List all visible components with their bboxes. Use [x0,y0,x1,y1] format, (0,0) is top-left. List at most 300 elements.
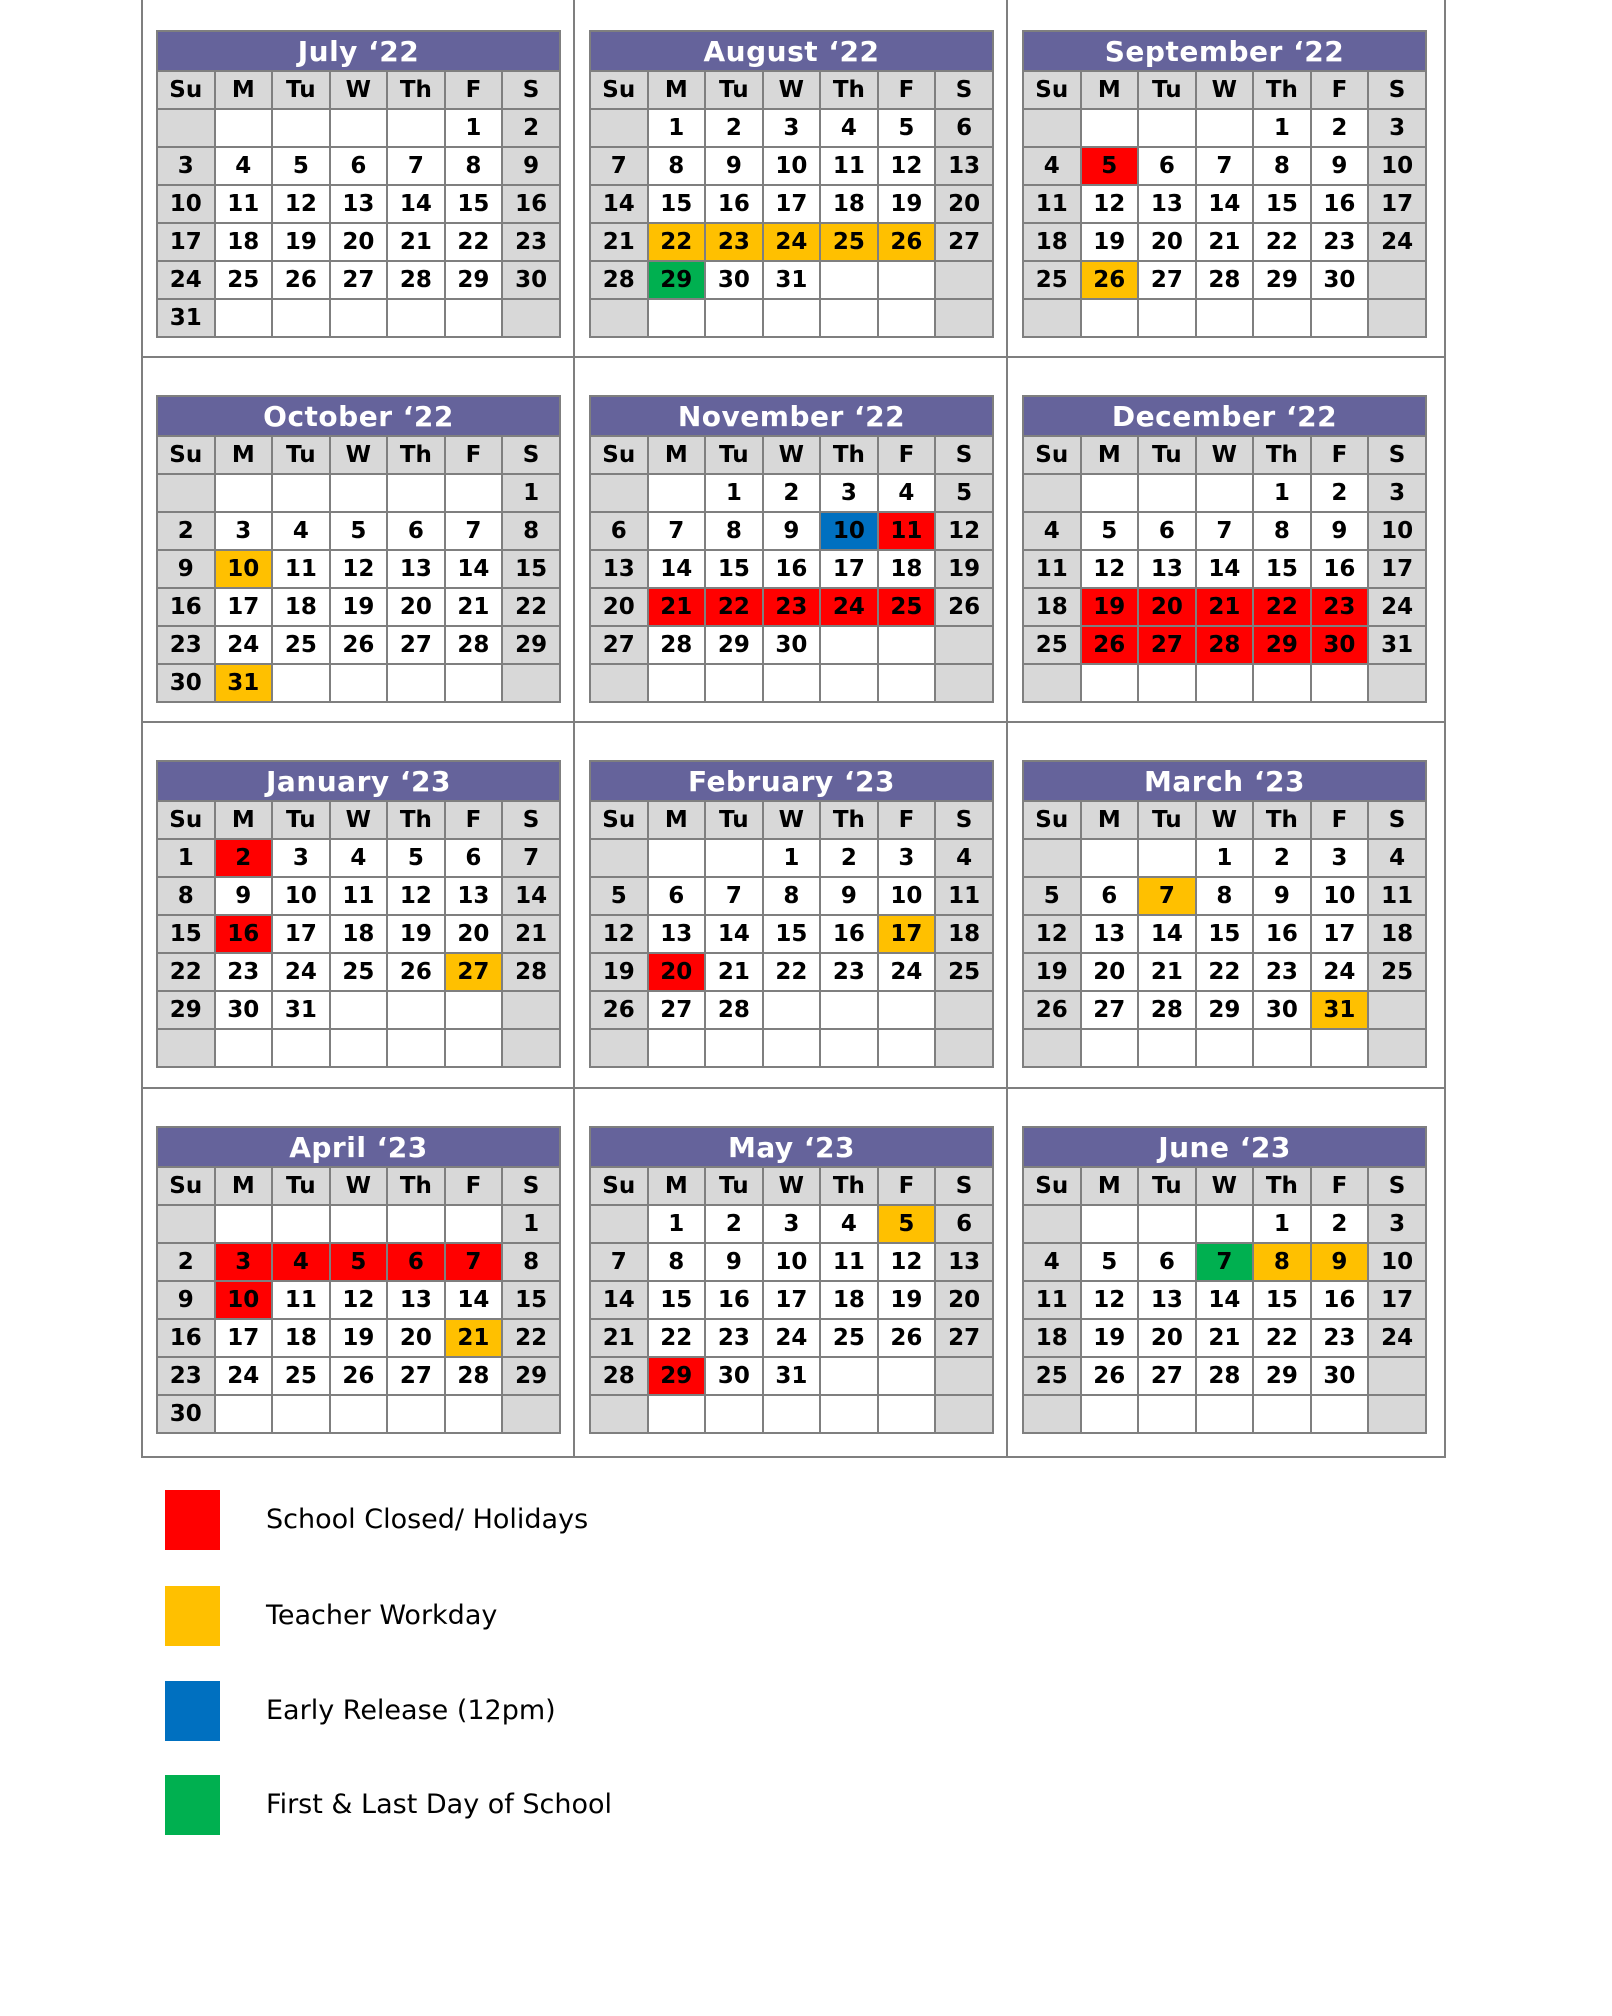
day-cell: 4 [330,839,388,877]
day-cell: 3 [878,839,936,877]
day-cell: 25 [272,626,330,664]
day-cell: 27 [648,991,706,1029]
day-cell: 10 [1311,877,1369,915]
weekday-header: S [1368,71,1426,109]
empty-day-cell [763,1029,821,1067]
empty-day-cell [157,1029,215,1067]
day-cell: 3 [763,1205,821,1243]
empty-day-cell [590,299,648,337]
weekday-header: M [1081,801,1139,839]
weekday-header: Su [590,71,648,109]
day-cell: 7 [445,512,503,550]
empty-day-cell [590,1205,648,1243]
month-calendar [589,30,994,338]
day-cell: 14 [705,915,763,953]
month-title: April ‘23 [157,1127,560,1167]
empty-day-cell [1081,839,1139,877]
day-cell: 14 [590,1281,648,1319]
month-title: July ‘22 [157,31,560,71]
day-cell: 7 [1138,877,1196,915]
empty-day-cell [705,1395,763,1433]
day-cell: 29 [705,626,763,664]
day-cell: 28 [705,991,763,1029]
empty-day-cell [705,664,763,702]
day-cell: 1 [502,474,560,512]
legend-label: Early Release (12pm) [266,1695,556,1726]
day-cell: 13 [935,1243,993,1281]
weekday-header: Th [387,71,445,109]
weekday-header: Tu [1138,1167,1196,1205]
day-cell: 30 [157,664,215,702]
weekday-header: S [502,1167,560,1205]
weekday-header: Th [387,1167,445,1205]
weekday-header: W [330,1167,388,1205]
empty-day-cell [1138,109,1196,147]
day-cell: 10 [272,877,330,915]
day-cell: 25 [215,261,273,299]
empty-day-cell [1023,109,1081,147]
weekday-header: Tu [272,436,330,474]
day-cell: 8 [1196,877,1254,915]
weekday-header: M [1081,436,1139,474]
weekday-header: W [330,801,388,839]
day-cell: 16 [705,185,763,223]
day-cell: 25 [820,223,878,261]
day-cell: 29 [502,1357,560,1395]
empty-day-cell [1081,474,1139,512]
weekday-header: Th [1253,71,1311,109]
empty-day-cell [387,109,445,147]
day-cell: 26 [387,953,445,991]
empty-day-cell [648,1029,706,1067]
grid-divider [141,721,1446,723]
legend-item [165,1775,765,1835]
day-cell: 6 [1081,877,1139,915]
weekday-header: Su [157,1167,215,1205]
day-cell: 17 [1368,185,1426,223]
empty-day-cell [648,299,706,337]
day-cell: 6 [590,512,648,550]
weekday-header: F [445,436,503,474]
day-cell: 3 [157,147,215,185]
weekday-header: Su [590,436,648,474]
day-cell: 26 [935,588,993,626]
day-cell: 20 [1138,1319,1196,1357]
day-cell: 15 [502,1281,560,1319]
empty-day-cell [705,839,763,877]
weekday-header: M [215,436,273,474]
empty-day-cell [935,261,993,299]
day-cell: 7 [445,1243,503,1281]
legend-swatch [165,1586,220,1646]
day-cell: 14 [1196,185,1254,223]
day-cell: 4 [1023,1243,1081,1281]
day-cell: 22 [502,1319,560,1357]
empty-day-cell [820,664,878,702]
day-cell: 7 [1196,512,1254,550]
day-cell: 20 [935,1281,993,1319]
day-cell: 17 [272,915,330,953]
day-cell: 26 [330,1357,388,1395]
day-cell: 3 [215,1243,273,1281]
empty-day-cell [878,1395,936,1433]
weekday-header: S [935,71,993,109]
day-cell: 23 [1311,223,1369,261]
day-cell: 30 [1311,626,1369,664]
day-cell: 26 [330,626,388,664]
day-cell: 6 [445,839,503,877]
day-cell: 6 [387,1243,445,1281]
day-cell: 22 [1253,1319,1311,1357]
day-cell: 27 [1138,261,1196,299]
day-cell: 25 [1023,1357,1081,1395]
day-cell: 12 [878,1243,936,1281]
day-cell: 23 [705,1319,763,1357]
day-cell: 24 [1368,588,1426,626]
day-cell: 13 [648,915,706,953]
day-cell: 11 [820,147,878,185]
month-calendar [156,30,561,338]
empty-day-cell [590,664,648,702]
month-title: June ‘23 [1023,1127,1426,1167]
day-cell: 14 [1138,915,1196,953]
month-title: May ‘23 [590,1127,993,1167]
day-cell: 23 [763,588,821,626]
day-cell: 5 [1023,877,1081,915]
day-cell: 2 [215,839,273,877]
day-cell: 5 [878,109,936,147]
day-cell: 2 [157,1243,215,1281]
empty-day-cell [763,299,821,337]
empty-day-cell [272,1395,330,1433]
empty-day-cell [820,261,878,299]
day-cell: 29 [1253,626,1311,664]
day-cell: 16 [157,588,215,626]
weekday-header: Tu [1138,801,1196,839]
empty-day-cell [935,1029,993,1067]
day-cell: 12 [330,550,388,588]
month-title: November ‘22 [590,396,993,436]
day-cell: 28 [502,953,560,991]
day-cell: 5 [1081,147,1139,185]
day-cell: 19 [1081,1319,1139,1357]
day-cell: 15 [1196,915,1254,953]
weekday-header: Tu [272,801,330,839]
empty-day-cell [1138,1395,1196,1433]
day-cell: 1 [157,839,215,877]
empty-day-cell [445,1395,503,1433]
empty-day-cell [502,299,560,337]
empty-day-cell [648,474,706,512]
day-cell: 8 [648,147,706,185]
weekday-header: Th [820,801,878,839]
day-cell: 5 [878,1205,936,1243]
empty-day-cell [878,261,936,299]
day-cell: 18 [820,1281,878,1319]
day-cell: 16 [157,1319,215,1357]
day-cell: 23 [1311,588,1369,626]
day-cell: 20 [1138,223,1196,261]
day-cell: 16 [820,915,878,953]
day-cell: 5 [330,512,388,550]
empty-day-cell [215,1395,273,1433]
legend-label: First & Last Day of School [266,1789,613,1820]
weekday-header: Tu [1138,71,1196,109]
day-cell: 9 [1311,512,1369,550]
empty-day-cell [445,299,503,337]
day-cell: 7 [1196,1243,1254,1281]
day-cell: 2 [502,109,560,147]
month-title: September ‘22 [1023,31,1426,71]
day-cell: 19 [330,1319,388,1357]
empty-day-cell [502,1395,560,1433]
empty-day-cell [1368,664,1426,702]
month-title: January ‘23 [157,761,560,801]
empty-day-cell [878,1029,936,1067]
day-cell: 10 [763,1243,821,1281]
day-cell: 23 [1253,953,1311,991]
day-cell: 3 [215,512,273,550]
day-cell: 19 [878,1281,936,1319]
empty-day-cell [502,991,560,1029]
day-cell: 2 [1311,109,1369,147]
day-cell: 21 [1196,1319,1254,1357]
weekday-header: F [445,71,503,109]
day-cell: 20 [648,953,706,991]
day-cell: 2 [1311,474,1369,512]
day-cell: 5 [330,1243,388,1281]
day-cell: 1 [763,839,821,877]
day-cell: 20 [387,588,445,626]
day-cell: 14 [1196,550,1254,588]
weekday-header: Th [820,436,878,474]
day-cell: 9 [157,1281,215,1319]
day-cell: 27 [590,626,648,664]
empty-day-cell [1196,1029,1254,1067]
month-calendar [1022,1126,1427,1434]
weekday-header: F [445,1167,503,1205]
day-cell: 17 [763,1281,821,1319]
empty-day-cell [1253,1395,1311,1433]
month-calendar [156,395,561,703]
day-cell: 8 [502,1243,560,1281]
day-cell: 26 [272,261,330,299]
weekday-header: S [1368,801,1426,839]
empty-day-cell [1311,1029,1369,1067]
empty-day-cell [157,474,215,512]
day-cell: 15 [705,550,763,588]
day-cell: 12 [935,512,993,550]
day-cell: 29 [648,1357,706,1395]
day-cell: 25 [1023,626,1081,664]
month-calendar [1022,760,1427,1068]
day-cell: 29 [157,991,215,1029]
legend-swatch [165,1681,220,1741]
day-cell: 28 [1138,991,1196,1029]
day-cell: 21 [502,915,560,953]
day-cell: 28 [590,1357,648,1395]
day-cell: 18 [878,550,936,588]
day-cell: 4 [820,1205,878,1243]
day-cell: 30 [705,261,763,299]
day-cell: 19 [878,185,936,223]
day-cell: 28 [445,1357,503,1395]
day-cell: 16 [1253,915,1311,953]
month-title: December ‘22 [1023,396,1426,436]
day-cell: 13 [935,147,993,185]
empty-day-cell [705,1029,763,1067]
empty-day-cell [387,299,445,337]
day-cell: 19 [272,223,330,261]
day-cell: 10 [1368,147,1426,185]
empty-day-cell [878,991,936,1029]
empty-day-cell [1081,664,1139,702]
empty-day-cell [387,1395,445,1433]
day-cell: 16 [763,550,821,588]
day-cell: 29 [1253,1357,1311,1395]
day-cell: 10 [763,147,821,185]
weekday-header: M [1081,71,1139,109]
day-cell: 4 [272,1243,330,1281]
day-cell: 6 [387,512,445,550]
day-cell: 4 [272,512,330,550]
day-cell: 26 [590,991,648,1029]
day-cell: 5 [590,877,648,915]
day-cell: 27 [330,261,388,299]
day-cell: 5 [1081,1243,1139,1281]
day-cell: 22 [1253,223,1311,261]
empty-day-cell [1138,474,1196,512]
day-cell: 10 [215,550,273,588]
day-cell: 28 [387,261,445,299]
day-cell: 20 [1081,953,1139,991]
day-cell: 4 [820,109,878,147]
day-cell: 11 [820,1243,878,1281]
month-title: March ‘23 [1023,761,1426,801]
day-cell: 18 [1023,588,1081,626]
weekday-header: S [935,436,993,474]
weekday-header: F [878,1167,936,1205]
day-cell: 26 [1081,626,1139,664]
day-cell: 31 [272,991,330,1029]
empty-day-cell [157,109,215,147]
day-cell: 6 [935,1205,993,1243]
day-cell: 18 [1368,915,1426,953]
empty-day-cell [272,109,330,147]
empty-day-cell [935,299,993,337]
day-cell: 31 [1368,626,1426,664]
empty-day-cell [878,626,936,664]
empty-day-cell [1196,299,1254,337]
day-cell: 17 [215,1319,273,1357]
weekday-header: Tu [705,436,763,474]
month-title: February ‘23 [590,761,993,801]
day-cell: 4 [878,474,936,512]
day-cell: 28 [590,261,648,299]
weekday-header: W [763,1167,821,1205]
empty-day-cell [445,474,503,512]
day-cell: 18 [935,915,993,953]
day-cell: 24 [763,1319,821,1357]
day-cell: 13 [1138,1281,1196,1319]
weekday-header: S [502,801,560,839]
day-cell: 9 [1311,1243,1369,1281]
empty-day-cell [1138,1205,1196,1243]
empty-day-cell [820,1029,878,1067]
day-cell: 15 [1253,1281,1311,1319]
weekday-header: Th [1253,801,1311,839]
day-cell: 17 [157,223,215,261]
grid-divider [141,1456,1446,1458]
empty-day-cell [272,1029,330,1067]
weekday-header: Su [1023,71,1081,109]
grid-divider [141,1087,1446,1089]
empty-day-cell [1023,474,1081,512]
empty-day-cell [820,991,878,1029]
day-cell: 22 [445,223,503,261]
empty-day-cell [1368,1357,1426,1395]
day-cell: 22 [157,953,215,991]
day-cell: 31 [763,1357,821,1395]
day-cell: 21 [445,1319,503,1357]
day-cell: 3 [1311,839,1369,877]
day-cell: 11 [272,1281,330,1319]
day-cell: 1 [1253,1205,1311,1243]
day-cell: 24 [820,588,878,626]
empty-day-cell [1023,664,1081,702]
day-cell: 12 [590,915,648,953]
day-cell: 27 [1138,1357,1196,1395]
empty-day-cell [330,1395,388,1433]
day-cell: 7 [705,877,763,915]
day-cell: 21 [590,1319,648,1357]
empty-day-cell [1138,299,1196,337]
empty-day-cell [590,839,648,877]
day-cell: 21 [1138,953,1196,991]
day-cell: 30 [502,261,560,299]
day-cell: 15 [502,550,560,588]
day-cell: 18 [272,588,330,626]
day-cell: 25 [330,953,388,991]
day-cell: 24 [215,626,273,664]
day-cell: 30 [1311,261,1369,299]
day-cell: 20 [387,1319,445,1357]
empty-day-cell [1196,109,1254,147]
day-cell: 9 [1311,147,1369,185]
empty-day-cell [157,1205,215,1243]
weekday-header: Th [1253,436,1311,474]
empty-day-cell [272,1205,330,1243]
day-cell: 24 [157,261,215,299]
day-cell: 9 [705,1243,763,1281]
day-cell: 16 [1311,1281,1369,1319]
empty-day-cell [763,1395,821,1433]
day-cell: 30 [157,1395,215,1433]
day-cell: 8 [157,877,215,915]
weekday-header: S [1368,436,1426,474]
legend-item [165,1586,765,1646]
day-cell: 2 [763,474,821,512]
empty-day-cell [445,1029,503,1067]
day-cell: 1 [648,109,706,147]
day-cell: 25 [272,1357,330,1395]
legend-label: Teacher Workday [266,1600,498,1631]
day-cell: 24 [1368,1319,1426,1357]
day-cell: 23 [1311,1319,1369,1357]
day-cell: 11 [1368,877,1426,915]
weekday-header: W [763,436,821,474]
day-cell: 11 [1023,1281,1081,1319]
